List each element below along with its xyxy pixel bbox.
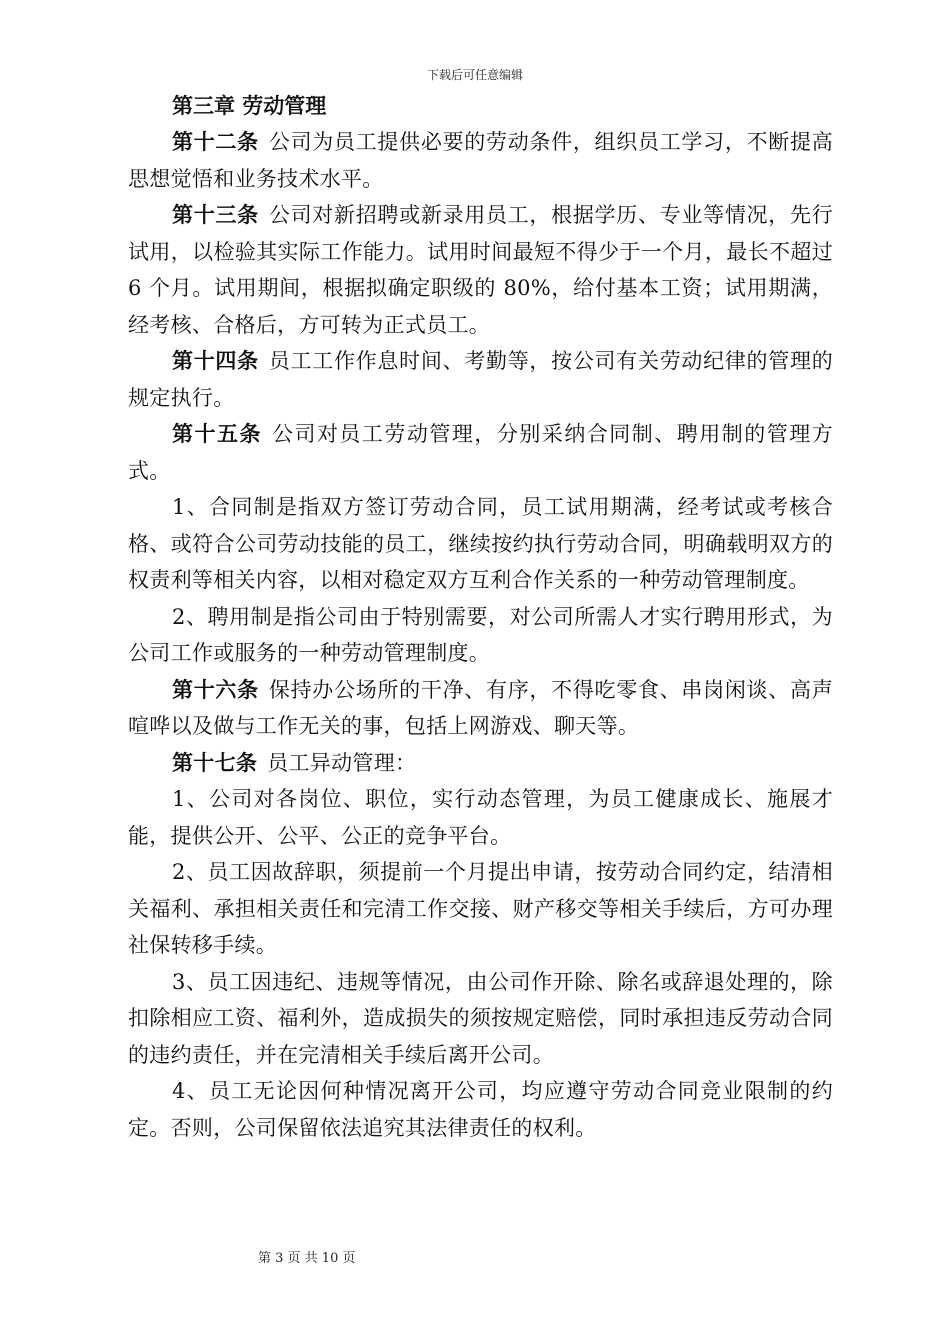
clause-text: 1、公司对各岗位、职位，实行动态管理，为员工健康成长、施展才能，提供公开、公平、公正的竞争平台。 — [128, 787, 833, 848]
clause-17-4 — [128, 1073, 833, 1146]
clause-text: 1、合同制是指双方签订劳动合同，员工试用期满，经考试或考核合格、或符合公司劳动技能的员工，继续按约执行劳动合同，明确载明双方的权责利等相关内容，以相对稳定双方互利合作关系的一种劳动管理制度。 — [128, 495, 833, 592]
page-header: 下载后可任意编辑 — [426, 68, 523, 82]
document-body — [128, 88, 833, 1146]
article-text: 保持办公场所的干净、有序，不得吃零食、串岗闲谈、高声喧哗以及做与工作无关的事，包括上网游戏、聊天等。 — [128, 677, 833, 738]
article-label: 第十四条 — [172, 349, 259, 373]
clause-text: 3、员工因违纪、违规等情况，由公司作开除、除名或辞退处理的，除扣除相应工资、福利外，造成损失的须按规定赔偿，同时承担违反劳动合同的违约责任，并在完清相关手续后离开公司。 — [128, 969, 833, 1067]
article-label: 第十六条 — [172, 677, 259, 702]
article-12 — [128, 124, 833, 197]
article-label: 第十三条 — [172, 203, 259, 227]
article-text: 公司对新招聘或新录用员工，根据学历、专业等情况，先行试用，以检验其实际工作能力。试用时间最短不得少于一个月，最长不超过 6 个月。试用期间，根据拟确定职级的 80%，给付基本工资；试用期满，经考核、合格后，方可转为正式员工。 — [128, 203, 833, 337]
article-17 — [128, 745, 833, 782]
clause-17-3 — [128, 964, 833, 1074]
article-label: 第十五条 — [172, 422, 262, 446]
article-text: 员工异动管理： — [267, 750, 417, 775]
clause-text: 2、员工因故辞职，须提前一个月提出申请，按劳动合同约定，结清相关福利、承担相关责任和完清工作交接、财产移交等相关手续后，方可办理社保转移手续。 — [128, 860, 833, 957]
chapter-title: 第三章 劳动管理 — [172, 94, 327, 118]
clause-15-1 — [128, 489, 833, 599]
article-label: 第十七条 — [172, 750, 258, 775]
article-label: 第十二条 — [172, 130, 259, 154]
clause-15-2 — [128, 599, 833, 672]
article-15 — [128, 416, 833, 489]
article-16 — [128, 672, 833, 745]
article-text: 员工工作作息时间、考勤等，按公司有关劳动纪律的管理的规定执行。 — [128, 349, 833, 410]
page-footer: 第 3 页 共 10 页 — [258, 1251, 356, 1266]
article-13 — [128, 197, 833, 343]
clause-17-2 — [128, 854, 833, 964]
clause-text: 2、聘用制是指公司由于特别需要，对公司所需人才实行聘用形式，为公司工作或服务的一种劳动管理制度。 — [128, 604, 833, 665]
article-text: 公司为员工提供必要的劳动条件，组织员工学习，不断提高思想觉悟和业务技术水平。 — [128, 130, 833, 191]
clause-17-1 — [128, 781, 833, 854]
clause-text: 4、员工无论因何种情况离开公司，均应遵守劳动合同竞业限制的约定。否则，公司保留依法追究其法律责任的权利。 — [128, 1079, 833, 1140]
article-14 — [128, 343, 833, 416]
article-text: 公司对员工劳动管理，分别采纳合同制、聘用制的管理方式。 — [128, 422, 834, 483]
